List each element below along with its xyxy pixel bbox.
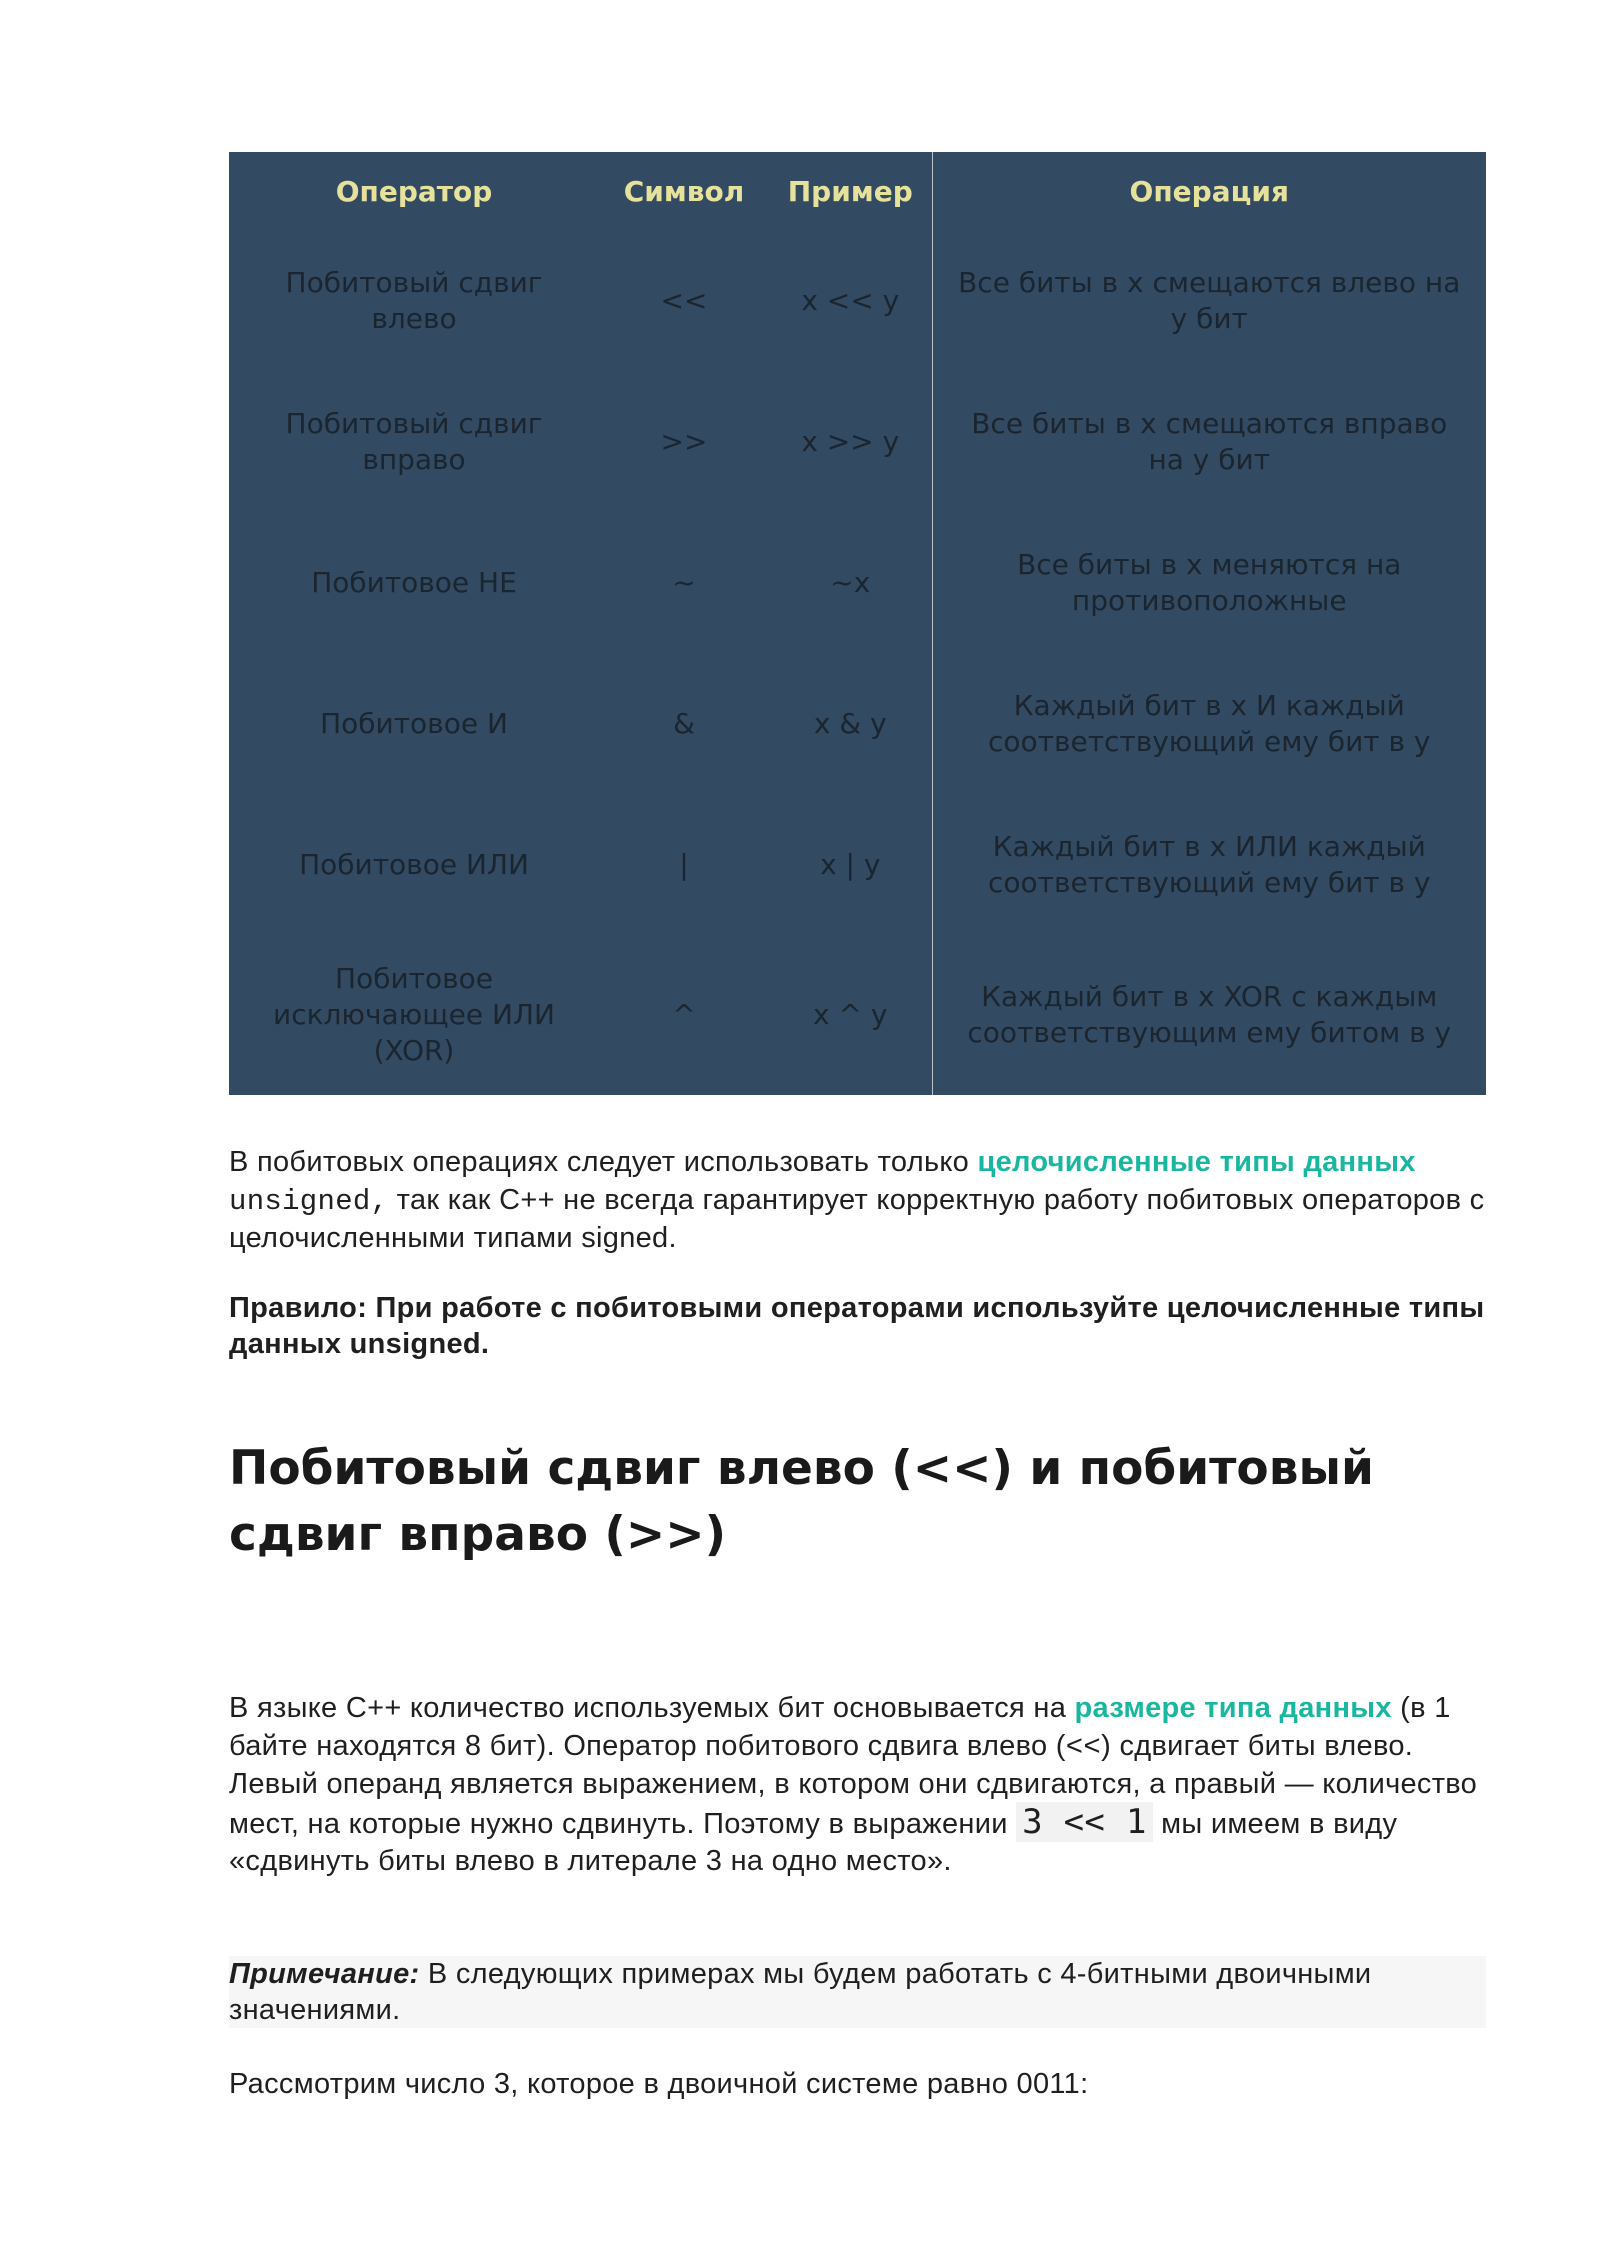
operator-name: Побитовое И [320,706,508,740]
type-size-link[interactable]: размере типа данных [1074,1692,1392,1724]
operator-symbol: ~ [672,565,696,599]
table-row [229,653,1486,794]
inline-code: 3 << 1 [1016,1802,1153,1842]
note-text: В следующих примерах мы будем работать с 4-битными двоичными значениями. [229,1958,1372,2026]
bitwise-operators-table [229,152,1486,1095]
operator-symbol: | [679,847,689,881]
header-example: Пример [787,174,913,208]
integer-types-link[interactable]: целочисленные типы данных [977,1146,1416,1178]
table-row [229,371,1486,512]
unsigned-paragraph [229,1144,1486,1256]
note-label: Примечание: [229,1958,420,1990]
unsigned-keyword: unsigned, [229,1185,389,1218]
document-page [229,152,1486,2100]
operator-operation: Все биты в x смещаются влево на y бит [932,230,1486,371]
operator-operation: Каждый бит в x XOR с каждым соответствующим ему битом в y [932,935,1486,1095]
table-row [229,794,1486,935]
shift-description-paragraph [229,1690,1486,1881]
operator-example: x >> y [801,424,900,458]
operator-symbol: >> [660,424,708,458]
para-text: В побитовых операциях следует использовать только [229,1146,978,1178]
operator-example: x | y [820,847,881,881]
header-operator: Оператор [335,174,493,208]
operator-operation: Все биты в x смещаются вправо на y бит [932,371,1486,512]
section-heading: Побитовый сдвиг влево (<<) и побитовый сдвиг вправо (>>) [229,1441,1374,1562]
operator-example: x << y [801,283,900,317]
operator-symbol: ^ [672,998,696,1031]
example-intro-paragraph: Рассмотрим число 3, которое в двоичной системе равно 0011: [229,2068,1089,2100]
para-text: ) сдвигает биты влево. Левый операнд является выражением, в котором они сдвигаются, а правый — количество мест, на которые нужно сдвинуть. Поэтому в выражении [229,1729,1478,1840]
operator-example: x ^ y [813,998,888,1031]
operator-example: x & y [813,706,887,740]
operator-symbol: & [673,706,695,740]
para-text: так как C++ не всегда гарантирует корректную работу побитовых операторов с целочисленными типами signed. [229,1184,1485,1254]
operator-symbol: << [660,283,708,317]
operator-operation: Все биты в x меняются на противоположные [932,512,1486,653]
table-row [229,935,1486,1095]
table-header-row [229,152,1486,230]
operator-name: Побитовый сдвиг вправо [285,406,543,476]
header-operation: Операция [932,152,1486,230]
operator-example: ~x [830,565,871,599]
header-symbol: Символ [623,174,745,208]
rule-paragraph: Правило: При работе с побитовыми операторами используйте целочисленные типы данных unsigned. [229,1292,1485,1360]
operator-name: Побитовое НЕ [311,565,517,599]
operator-operation: Каждый бит в x И каждый соответствующий ему бит в y [932,653,1486,794]
para-text: (в 1 байте находятся 8 бит). Оператор побитового сдвига влево ( [229,1692,1451,1762]
para-text: В языке C++ количество используемых бит основывается на [229,1692,1075,1724]
para-text: мы имеем в виду «сдвинуть биты влево в литерале 3 на одно место». [229,1807,1398,1877]
operator-name: Побитовый сдвиг влево [285,265,543,335]
operator-operation: Каждый бит в x ИЛИ каждый соответствующий ему бит в y [932,794,1486,935]
shift-operator-inline: << [1065,1730,1102,1764]
note-paragraph [229,1956,1486,2028]
table-row [229,512,1486,653]
table-row [229,230,1486,371]
operator-name: Побитовое исключающее ИЛИ (XOR) [273,962,555,1067]
operator-name: Побитовое ИЛИ [299,847,529,881]
